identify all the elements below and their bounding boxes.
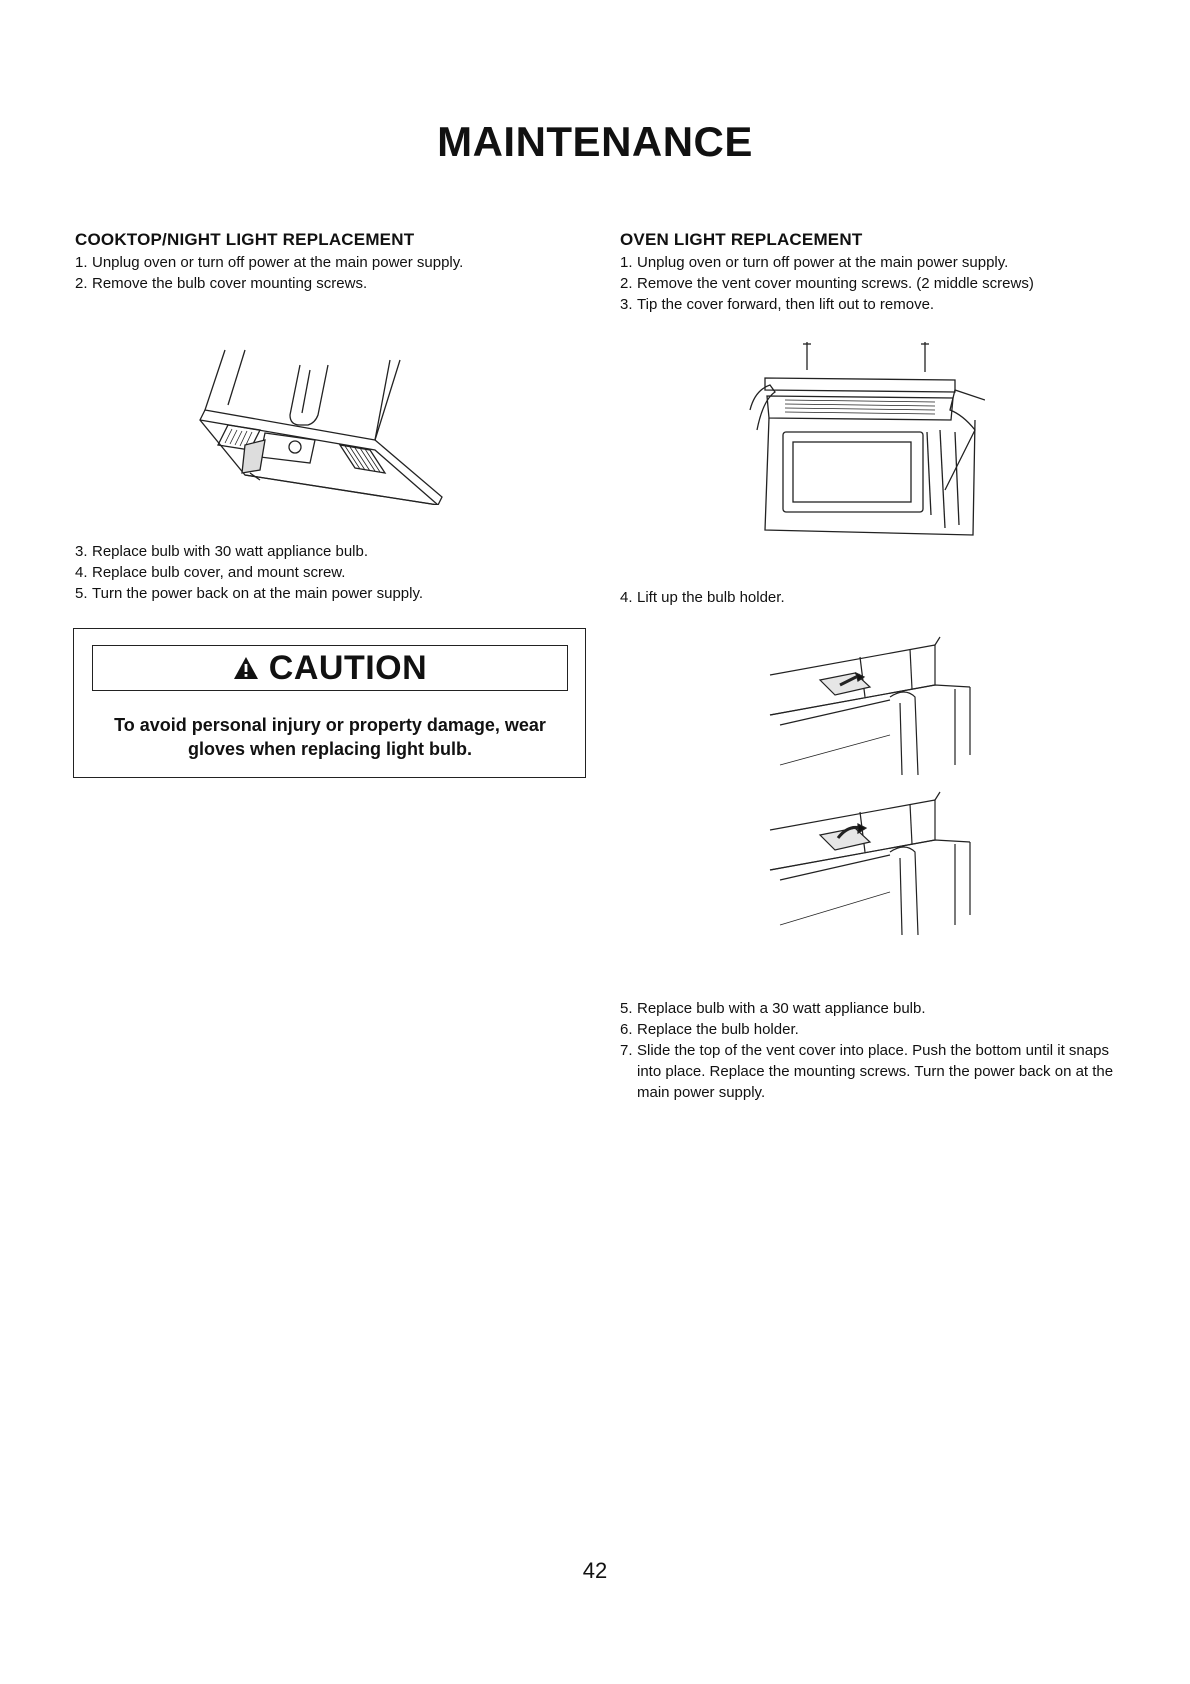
list-item [620,1019,1130,1040]
list-item [620,273,1130,294]
step-number: 4. [75,564,88,581]
step-number: 6. [620,1021,633,1038]
warning-triangle-icon [233,656,259,680]
list-item [75,583,575,604]
step-text: Lift up the bulb holder. [637,589,785,606]
step-number: 3. [75,543,88,560]
step-number: 4. [620,589,633,606]
oven-section-bottom [620,998,1130,1103]
step-number: 7. [620,1042,633,1059]
step-number: 3. [620,296,633,313]
step-text: Turn the power back on at the main power supply. [92,585,424,602]
step-text: Replace bulb with 30 watt appliance bulb. [92,543,369,560]
step-text: Unplug oven or turn off power at the main power supply. [637,254,1009,271]
caution-header [92,645,568,691]
cooktop-section-bottom [75,541,575,604]
cooktop-bulb-cover-illustration [190,345,450,505]
oven-heading: OVEN LIGHT REPLACEMENT [620,230,863,249]
step-text: Slide the top of the vent cover into place. Push the bottom until it snaps into place. Replace the mounting screws. Turn the power back on at the main power supply. [637,1042,1114,1101]
oven-section-middle [620,587,1130,608]
list-item [620,998,1130,1019]
caution-message: To avoid personal injury or property damage, wear gloves when replacing light bulb. [114,715,546,759]
step-text: Tip the cover forward, then lift out to remove. [637,296,935,313]
caution-box [73,628,586,778]
step-number: 5. [620,1000,633,1017]
step-number: 1. [620,254,633,271]
cooktop-steps-top [75,252,575,294]
step-number: 2. [620,275,633,292]
cooktop-heading: COOKTOP/NIGHT LIGHT REPLACEMENT [75,230,415,249]
cooktop-steps-bottom [75,541,575,604]
vent-cover-removal-illustration [745,340,985,540]
oven-section [620,230,1130,315]
step-number: 2. [75,275,88,292]
step-text: Replace bulb cover, and mount screw. [92,564,346,581]
list-item [620,587,1130,608]
step-text: Remove the vent cover mounting screws. (2 middle screws) [637,275,1034,292]
list-item [75,541,575,562]
step-number: 1. [75,254,88,271]
page-title: MAINTENANCE [437,118,753,165]
cooktop-section [75,230,575,294]
list-item [75,562,575,583]
oven-steps-middle [620,587,1130,608]
caution-title: CAUTION [268,648,428,687]
list-item [620,294,1130,315]
list-item [75,273,575,294]
step-text: Unplug oven or turn off power at the main power supply. [92,254,464,271]
oven-steps-top [620,252,1130,315]
list-item [75,252,575,273]
step-text: Remove the bulb cover mounting screws. [92,275,368,292]
step-text: Replace bulb with a 30 watt appliance bulb. [637,1000,926,1017]
step-text: Replace the bulb holder. [637,1021,799,1038]
step-number: 5. [75,585,88,602]
page-number: 42 [582,1558,608,1583]
list-item [620,1040,1130,1103]
bulb-holder-replace-illustration [760,780,980,940]
bulb-holder-lift-illustration [760,625,980,780]
oven-steps-bottom [620,998,1130,1103]
list-item [620,252,1130,273]
